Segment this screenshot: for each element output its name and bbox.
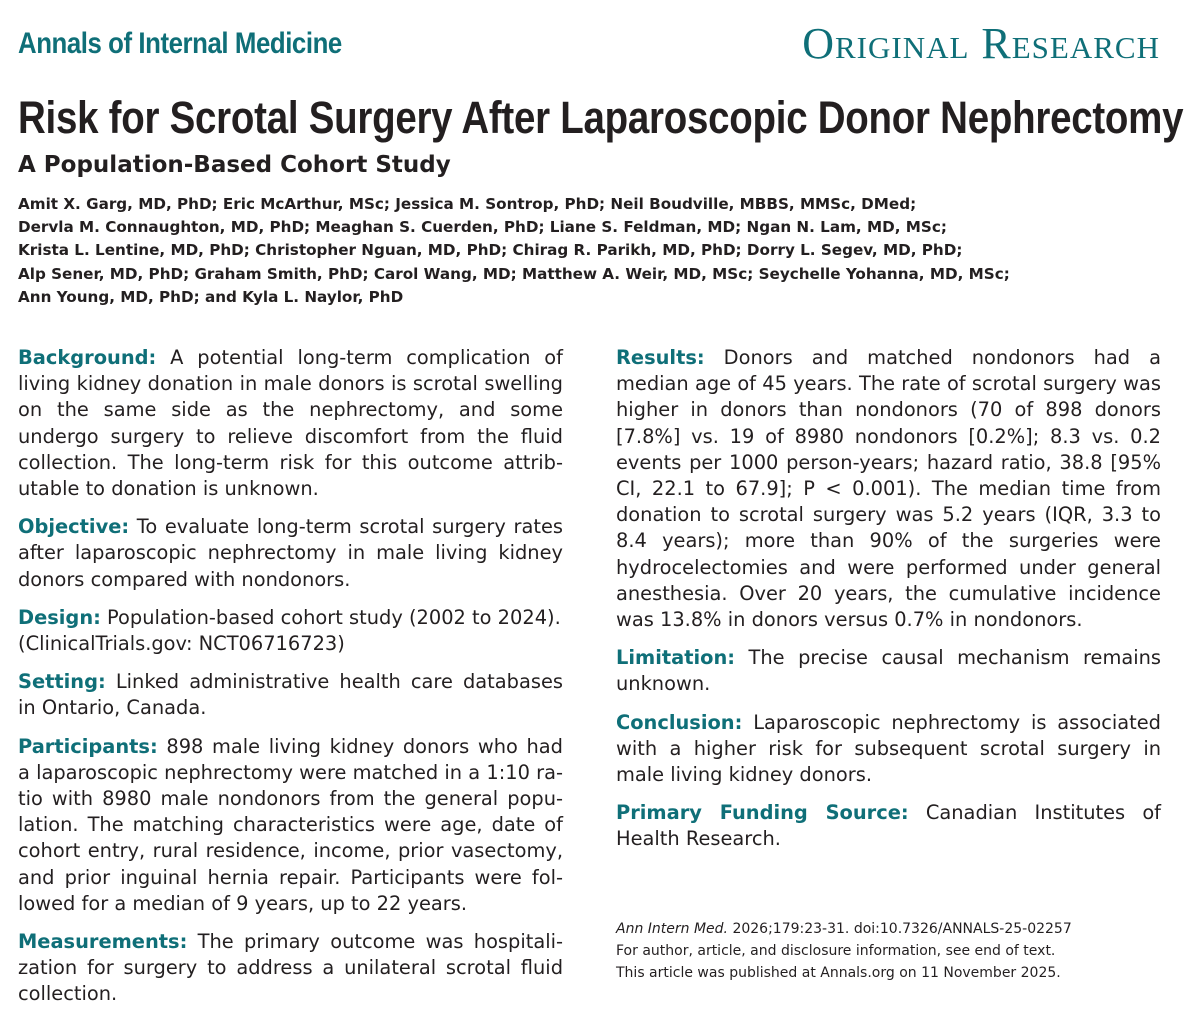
section-heading: Objective: bbox=[18, 515, 130, 539]
section-text: Canadian Institutes of Health Research. bbox=[616, 801, 1162, 851]
abstract-participants bbox=[18, 734, 563, 917]
section-heading: Background: bbox=[18, 346, 157, 369]
abstract-limitation bbox=[616, 645, 1161, 697]
section-heading: Results: bbox=[616, 346, 705, 369]
section-text: A potential long-term complication of living kidney donation in male donors is scrotal swelling on the same side as the nephrectomy, and some undergo surgery to relieve discomfort from the fluid collection. The long-term risk for this outcome attributable to donation is unknown. bbox=[18, 346, 563, 501]
journal-name: Annals of Internal Medicine bbox=[18, 27, 342, 60]
section-text: 898 male living kidney donors who had a laparoscopic nephrectomy were matched in a 1:10 ratio with 8980 male nondonors from the general population. The matching characteristics were age, date of cohort entry, rural residence, income, prior vasectomy, and prior inguinal hernia repair. Participants were followed for a median of 9 years, up to 22 years. bbox=[18, 734, 563, 915]
section-heading: Design: bbox=[18, 605, 101, 629]
author-line: Amit X. Garg, MD, PhD; Eric McArthur, MSc; Jessica M. Sontrop, PhD; Neil Boudville, MBBS, MMSc, DMed; bbox=[18, 195, 917, 213]
article-title: Risk for Scrotal Surgery After Laparoscopic Donor Nephrectomy bbox=[18, 92, 1184, 143]
section-text: To evaluate long-term scrotal surgery rates after laparoscopic nephrectomy in male living kidney donors compared with nondonors. bbox=[18, 515, 563, 591]
abstract-measurements bbox=[18, 929, 563, 1008]
citation-reference-line bbox=[616, 918, 1176, 940]
page-header bbox=[18, 18, 1160, 78]
abstract-funding bbox=[616, 800, 1161, 852]
abstract-left-column bbox=[18, 345, 563, 1020]
section-label: Original Research bbox=[802, 19, 1160, 68]
author-line: Krista L. Lentine, MD, PhD; Christopher Nguan, MD, PhD; Chirag R. Parikh, MD, PhD; Dorry L. Segev, MD, PhD; bbox=[18, 241, 963, 260]
section-heading: Participants: bbox=[18, 734, 158, 758]
abstract-results bbox=[616, 345, 1161, 633]
article-subtitle: A Population-Based Cohort Study bbox=[18, 152, 451, 178]
author-line: Ann Young, MD, PhD; and Kyla L. Naylor, PhD bbox=[18, 287, 404, 306]
section-text: Linked administrative health care databases in Ontario, Canada. bbox=[18, 670, 563, 720]
citation-journal: Ann Intern Med. bbox=[616, 921, 728, 937]
section-text: The primary outcome was hospitalization for surgery to address a unilateral scrotal fluid collection. bbox=[18, 930, 563, 1006]
abstract-background bbox=[18, 345, 563, 502]
citation-published-note: This article was published at Annals.org on 11 November 2025. bbox=[616, 965, 1061, 981]
citation-block bbox=[616, 918, 1176, 984]
citation-doi: 2026;179:23-31. doi:10.7326/ANNALS-25-02257 bbox=[732, 921, 1072, 937]
section-heading: Conclusion: bbox=[616, 710, 743, 734]
abstract-setting bbox=[18, 669, 563, 721]
abstract-objective bbox=[18, 514, 563, 593]
author-list bbox=[18, 193, 1188, 309]
abstract-design bbox=[18, 605, 563, 657]
section-heading: Limitation: bbox=[616, 646, 736, 670]
abstract-conclusion bbox=[616, 710, 1161, 789]
section-text: Laparoscopic nephrectomy is associated with a higher risk for subsequent scrotal surgery in male living kidney donors. bbox=[616, 710, 1161, 787]
section-heading: Measurements: bbox=[18, 930, 188, 954]
section-text: Donors and matched nondonors had a median age of 45 years. The rate of scrotal surgery was higher in donors than nondonors (70 of 898 donors [7.8%] vs. 19 of 8980 nondonors [0.2%]; 8.3 vs. 0.2 events per 1000 person-years; hazard ratio, 38.8 [95% CI, 22.1 to 67.9]; P < 0.001). The median time from donation to scrotal surgery was 5.2 years (IQR, 3.3 to 8.4 years); more than 90% of the surgeries were hydrocelectomies and were performed under general anesthesia. Over 20 years, the cumulative incidence was 13.8% in donors versus 0.7% in nondonors. bbox=[616, 346, 1161, 632]
section-heading: Primary Funding Source: bbox=[616, 801, 909, 825]
author-line: Alp Sener, MD, PhD; Graham Smith, PhD; Carol Wang, MD; Matthew A. Weir, MD, MSc; Seychelle Yohanna, MD, MSc; bbox=[18, 264, 1010, 283]
section-text: Population-based cohort study (2002 to 2024). (ClinicalTrials.gov: NCT06716723) bbox=[18, 605, 561, 656]
section-heading: Setting: bbox=[18, 670, 106, 694]
author-line: Dervla M. Connaughton, MD, PhD; Meaghan S. Cuerden, PhD; Liane S. Feldman, MD; Ngan N. Lam, MD, MSc; bbox=[18, 218, 947, 237]
abstract-right-column bbox=[616, 345, 1161, 865]
citation-info-note: For author, article, and disclosure information, see end of text. bbox=[616, 943, 1056, 959]
section-text: The precise causal mechanism remains unknown. bbox=[616, 646, 1161, 696]
